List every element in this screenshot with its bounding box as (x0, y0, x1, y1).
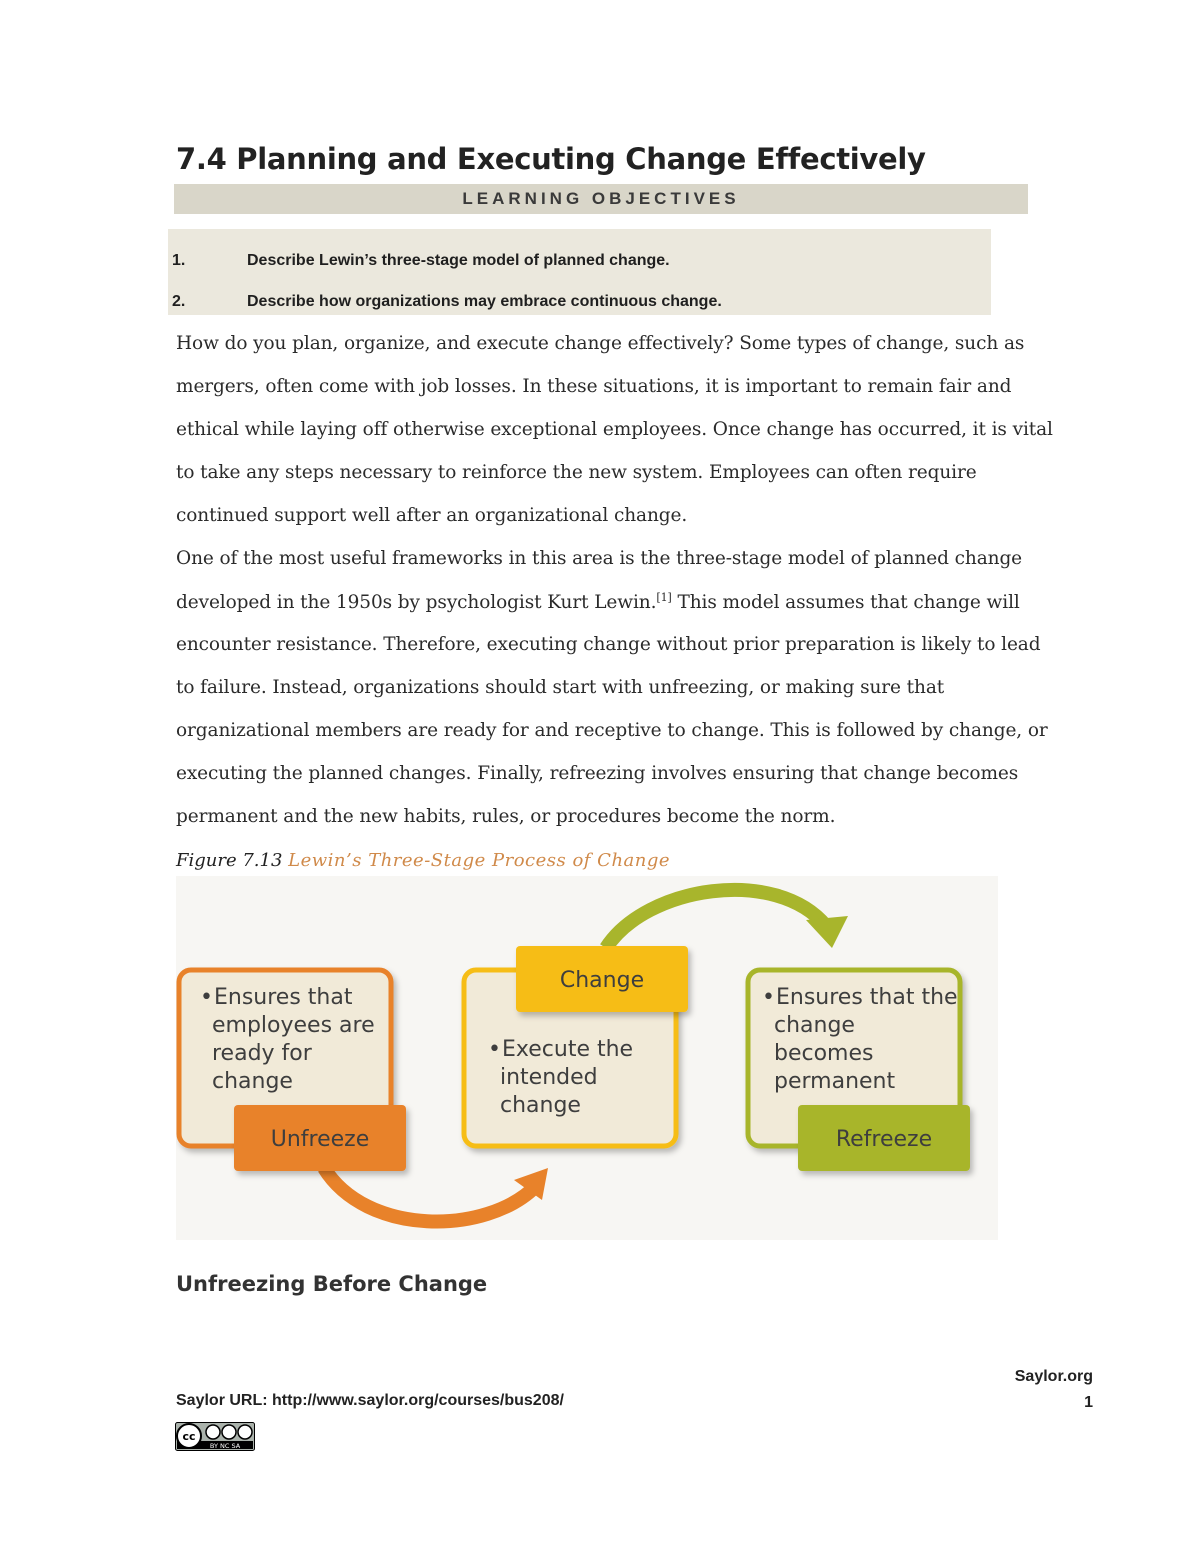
paragraph-line: mergers, often come with job losses. In these situations, it is important to remain fair and (176, 376, 1012, 397)
refreeze-line: becomes (774, 1041, 874, 1066)
objective-item (168, 246, 991, 276)
objective-number: 2. (172, 293, 186, 310)
change-line: intended (500, 1065, 598, 1090)
unfreeze-line: employees are (212, 1013, 375, 1038)
svg-text:cc: cc (182, 1430, 196, 1443)
page-number: 1 (1084, 1394, 1093, 1411)
objective-number: 1. (172, 252, 186, 269)
objective-text: Describe how organizations may embrace continuous change. (247, 293, 722, 310)
unfreeze-card (179, 970, 406, 1171)
refreeze-bullet: • (762, 985, 775, 1010)
footer-url[interactable]: Saylor URL: http://www.saylor.org/courses/bus208/ (176, 1392, 564, 1409)
paragraph-line: How do you plan, organize, and execute change effectively? Some types of change, such as (176, 333, 1025, 354)
section-subheading: Unfreezing Before Change (176, 1272, 488, 1296)
paragraph-line: executing the planned changes. Finally, refreezing involves ensuring that change becomes (176, 763, 1019, 784)
paragraph-line: encounter resistance. Therefore, executing change without prior preparation is likely to lead (176, 634, 1041, 655)
paragraph-line: permanent and the new habits, rules, or procedures become the norm. (176, 806, 836, 827)
paragraph-line: ethical while laying off otherwise exceptional employees. Once change has occurred, it is vital (176, 419, 1053, 440)
learning-objectives-heading: LEARNING OBJECTIVES (462, 189, 740, 208)
creative-commons-badge[interactable] (175, 1422, 255, 1451)
diagram-svg (176, 876, 998, 1240)
footnote-link[interactable]: [1] (656, 591, 672, 604)
change-card (464, 946, 688, 1146)
figure-label: Figure 7.13 (176, 850, 283, 871)
unfreeze-line: change (212, 1069, 293, 1094)
unfreeze-line: ready for (212, 1041, 312, 1066)
learning-objectives-header (174, 184, 1028, 214)
paragraph-line: to take any steps necessary to reinforce the new system. Employees can often require (176, 462, 977, 483)
unfreeze-line: Ensures that (214, 985, 353, 1010)
change-line: Execute the (502, 1037, 634, 1062)
learning-objectives-list (168, 229, 991, 315)
paragraph-line: continued support well after an organizational change. (176, 505, 688, 526)
paragraph-line: organizational members are ready for and receptive to change. This is followed by change, or (176, 720, 1048, 741)
paragraph-text: developed in the 1950s by psychologist Kurt Lewin. (176, 592, 657, 614)
refreeze-line: Ensures that the (776, 985, 958, 1010)
change-bullet: • (488, 1037, 501, 1062)
refreeze-line: change (774, 1013, 855, 1038)
footer-site: Saylor.org (1014, 1368, 1093, 1385)
cc-license-text: BY NC SA (209, 1442, 241, 1450)
paragraph-line: to failure. Instead, organizations should start with unfreezing, or making sure that (176, 677, 945, 698)
refreeze-line: permanent (774, 1069, 896, 1094)
cc-license-icon (175, 1422, 255, 1451)
figure-title[interactable]: Lewin’s Three-Stage Process of Change (288, 850, 671, 871)
refreeze-label: Refreeze (835, 1127, 933, 1152)
paragraph-line: One of the most useful frameworks in this area is the three-stage model of planned change (176, 548, 1023, 569)
refreeze-card (748, 970, 970, 1171)
unfreeze-label: Unfreeze (270, 1127, 370, 1152)
objective-item (168, 287, 991, 317)
paragraph-line (176, 591, 1020, 613)
figure-caption (176, 850, 670, 871)
paragraph-text: This model assumes that change will (671, 592, 1020, 614)
lewin-change-diagram (176, 876, 998, 1240)
page-title: 7.4 Planning and Executing Change Effectively (176, 142, 926, 176)
change-label: Change (559, 968, 645, 993)
change-line: change (500, 1093, 581, 1118)
objective-text: Describe Lewin’s three-stage model of planned change. (247, 252, 670, 269)
unfreeze-bullet: • (200, 985, 213, 1010)
